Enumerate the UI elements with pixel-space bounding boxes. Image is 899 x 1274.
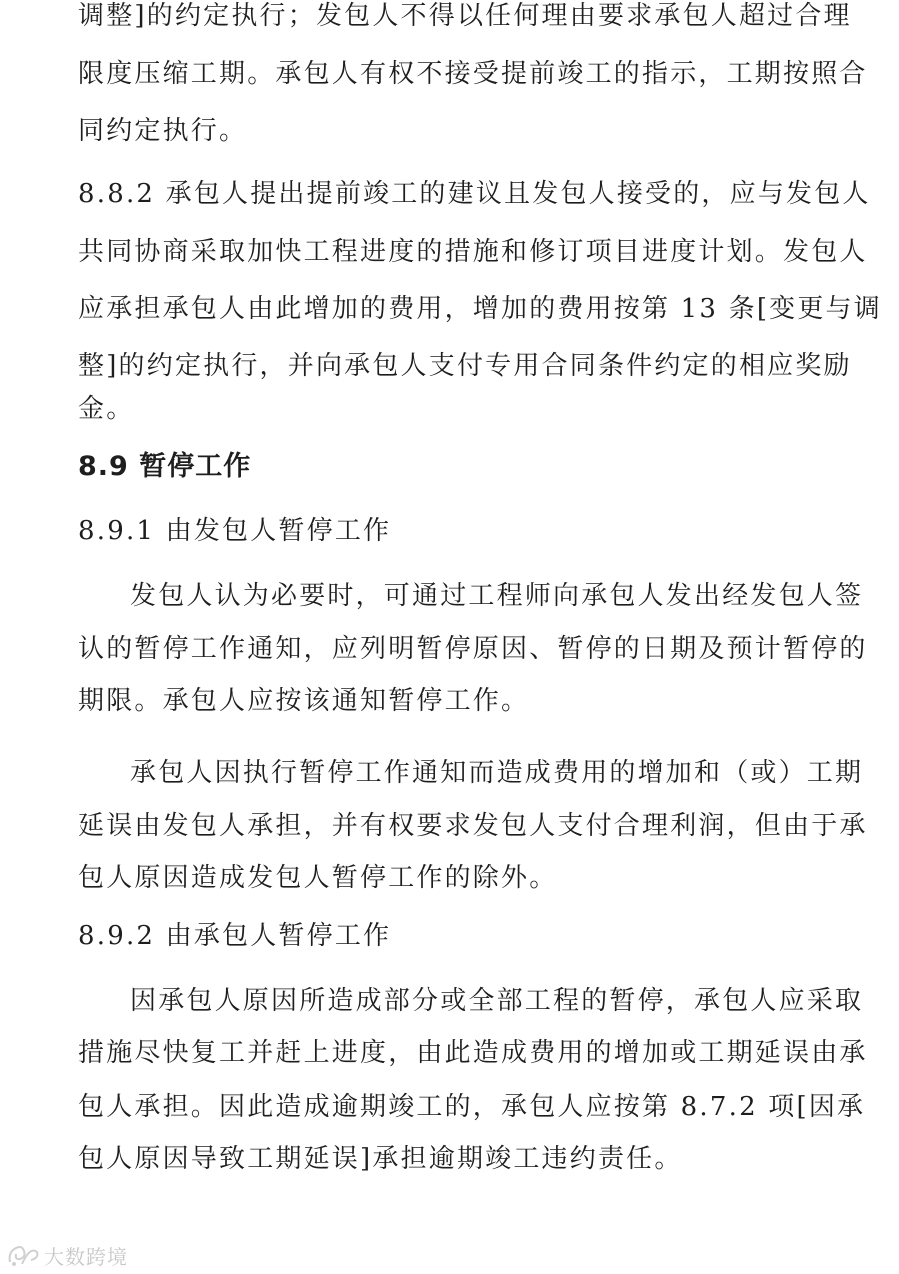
text-line: 包人原因造成发包人暂停工作的除外。 <box>78 863 558 893</box>
text-line: 措施尽快复工并赶上进度，由此造成费用的增加或工期延误由承 <box>78 1038 868 1068</box>
brand-logo-icon <box>6 1242 40 1268</box>
paragraph-first-line: 发包人认为必要时，可通过工程师向承包人发出经发包人签 <box>130 581 864 611</box>
paragraph-first-line: 承包人因执行暂停工作通知而造成费用的增加和（或）工期 <box>130 758 864 788</box>
text-line: 认的暂停工作通知，应列明暂停原因、暂停的日期及预计暂停的 <box>78 634 868 664</box>
text-line: 包人承担。因此造成逾期竣工的，承包人应按第 8.7.2 项[因承 <box>78 1092 866 1122</box>
text-line: 同约定执行。 <box>78 116 248 146</box>
text-line: 整]的约定执行，并向承包人支付专用合同条件约定的相应奖励 <box>78 351 852 381</box>
paragraph-first-line: 因承包人原因所造成部分或全部工程的暂停，承包人应采取 <box>130 986 864 1016</box>
watermark <box>6 1240 128 1270</box>
text-line: 共同协商采取加快工程进度的措施和修订项目进度计划。发包人 <box>78 237 868 267</box>
subsection-heading-8-9-1: 8.9.1 由发包人暂停工作 <box>78 516 392 546</box>
watermark-text: 大数跨境 <box>44 1244 128 1269</box>
clause-8-8-2-line: 8.8.2 承包人提出提前竣工的建议且发包人接受的，应与发包人 <box>78 179 871 209</box>
section-heading-8-9: 8.9 暂停工作 <box>78 451 252 482</box>
text-line: 包人原因导致工期延误]承担逾期竣工违约责任。 <box>78 1144 683 1174</box>
text-line: 延误由发包人承担，并有权要求发包人支付合理利润，但由于承 <box>78 811 868 841</box>
text-line: 限度压缩工期。承包人有权不接受提前竣工的指示，工期按照合 <box>78 59 868 89</box>
subsection-heading-8-9-2: 8.9.2 由承包人暂停工作 <box>78 921 392 951</box>
text-line: 金。 <box>78 394 135 424</box>
text-line: 调整]的约定执行；发包人不得以任何理由要求承包人超过合理 <box>78 1 852 31</box>
text-line: 应承担承包人由此增加的费用，增加的费用按第 13 条[变更与调 <box>78 294 882 324</box>
text-line: 期限。承包人应按该通知暂停工作。 <box>78 686 530 716</box>
